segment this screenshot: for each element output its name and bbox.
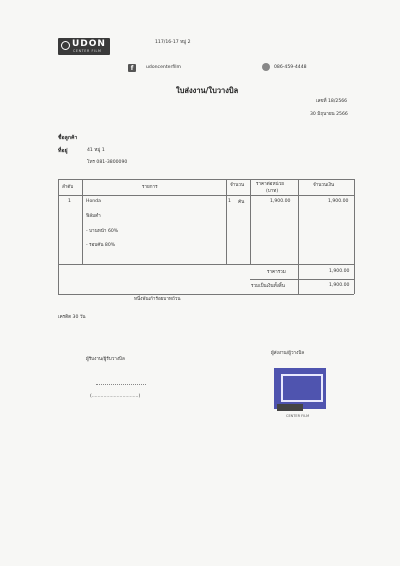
header-no: ลำดับ [62,185,74,190]
stamp-tagline: CENTER FILM [286,414,310,418]
logo-text: UDON [72,39,106,49]
facebook-icon: f [128,64,136,72]
sender-label: ผู้ส่งงาน/ผู้วางบิล [271,351,305,356]
row4-item: - รอบคัน 80% [86,243,116,248]
facebook-page-text: udoncenterfilm [146,65,181,70]
col-divider-qty [250,179,251,264]
document-date: 30 มิถุนายน 2566 [310,112,348,117]
header-unit-price: ราคาต่อหน่วย [256,182,284,187]
items-table [58,179,354,302]
table-body-divider [58,264,354,265]
row1-amount: 1,900.00 [328,199,349,204]
document-number: เลขที่ 18/2566 [316,99,348,104]
company-phone: 086-459-4448 [274,65,307,70]
amount-in-words: หนึ่งพันเก้าร้อยบาทถ้วน [134,297,181,302]
row1-no: 1 [68,199,71,204]
table-header-divider [58,195,354,196]
header-qty: จำนวน [230,183,245,188]
customer-address-label: ที่อยู่ [58,148,68,154]
col-divider-price [298,179,299,294]
company-stamp [274,368,326,409]
row1-unit-price: 1,900.00 [270,199,291,204]
company-logo [58,38,110,55]
row3-item: - บานหน้า 60% [86,229,119,234]
stamp-logo [277,404,303,411]
customer-address: 41 หมู่ 1 [87,148,105,153]
table-total-divider [250,279,354,280]
document-title: ใบส่งงาน/ใบวางบิล [176,86,239,95]
receiver-name-paren: (................................) [90,394,141,399]
row2-item: ฟิล์มดำ [86,214,101,219]
table-border-right [354,179,355,294]
table-border-bottom [58,294,354,295]
receiver-signature-line [96,384,146,385]
total-label: รวมเป็นเงินทั้งสิ้น [251,284,285,289]
customer-name-label: ชื่อลูกค้า [58,135,78,141]
row1-qty: 1 [228,199,231,204]
col-divider-item [226,179,227,264]
subtotal-value: 1,900.00 [329,269,350,274]
header-unit-price-sub: (บาท) [266,189,279,194]
header-item: รายการ [142,185,158,190]
stamp-frame-icon [281,374,323,402]
receiver-label: ผู้รับงาน/ผู้รับวางบิล [86,357,125,362]
row1-unit: คัน [238,200,245,205]
table-border-top [58,179,354,180]
logo-tagline: CENTER FILM [73,49,102,53]
credit-terms: เครดิต 30 วัน [58,315,86,320]
row1-item: Honda [86,199,101,204]
total-value: 1,900.00 [329,283,350,288]
customer-phone-tax: โทร 081-3800090 [87,160,128,165]
table-border-left [58,179,59,294]
logo-ring-icon [61,41,70,50]
company-address-line1: 117/16-17 หมู่ 2 [155,40,191,45]
phone-icon [262,63,270,71]
subtotal-label: ราคารวม [267,270,286,275]
col-divider-no [82,179,83,264]
header-amount: จำนวนเงิน [313,183,335,188]
